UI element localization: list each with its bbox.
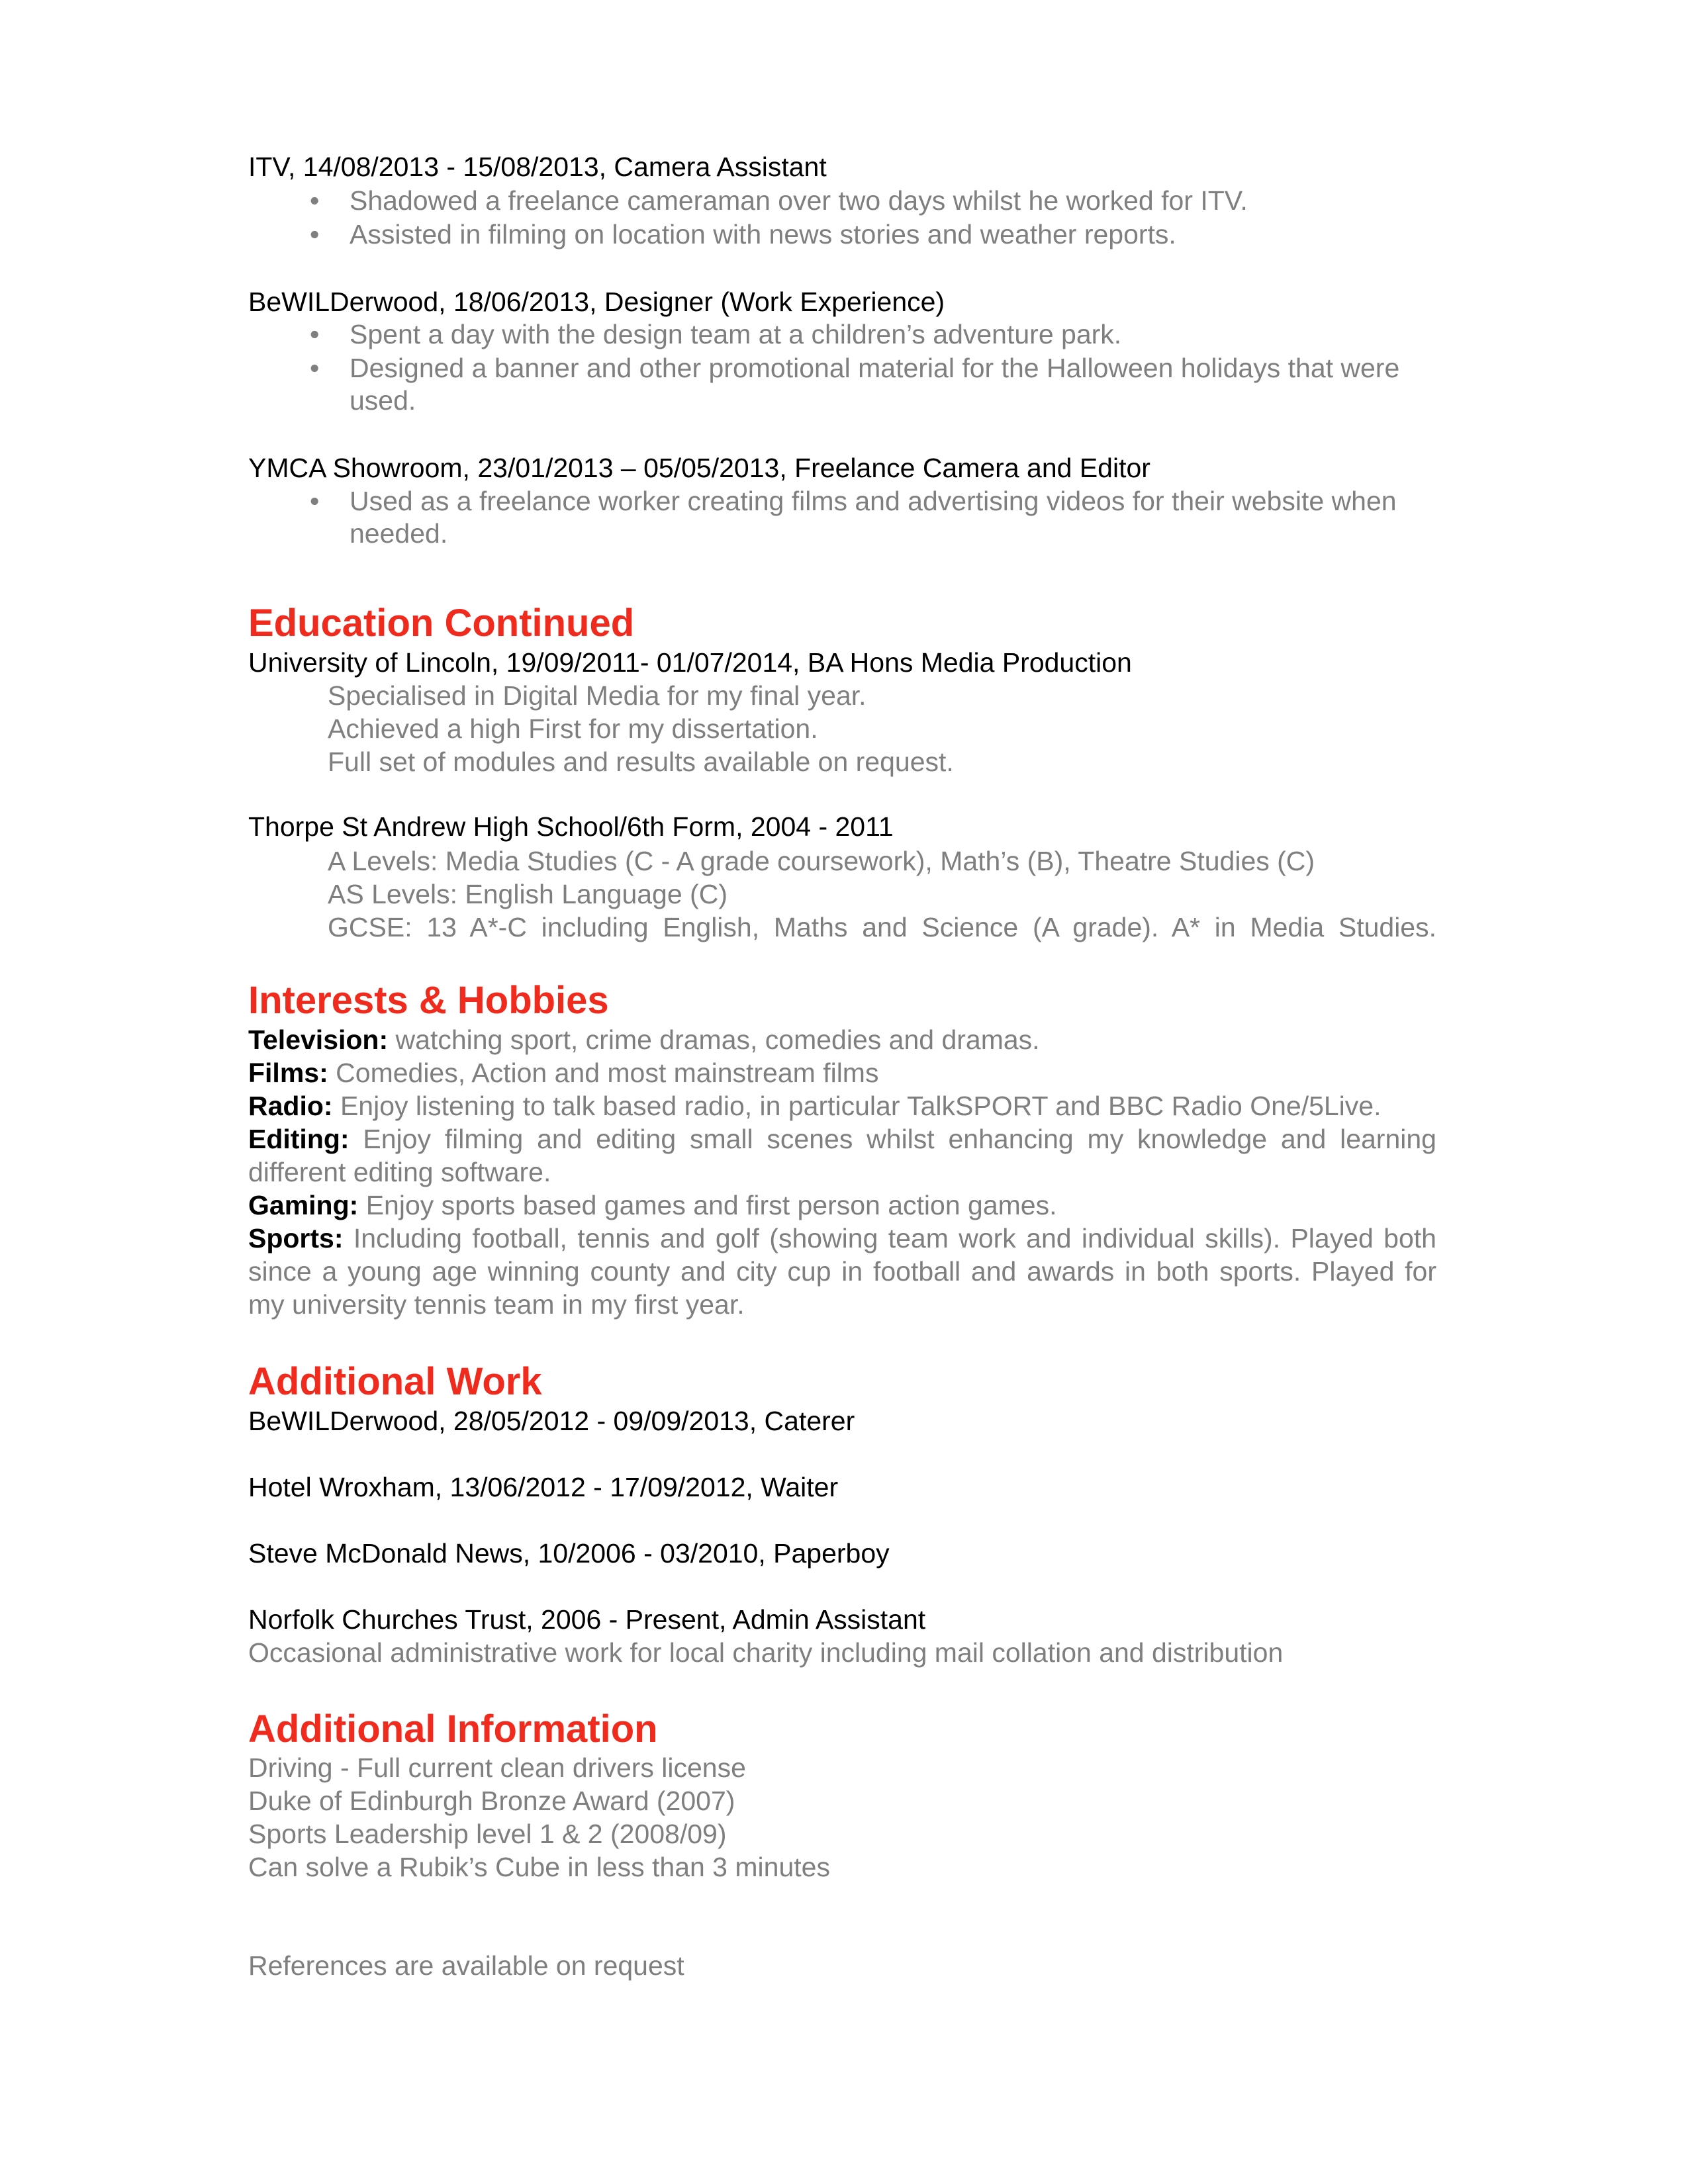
additional-work-entry: Hotel Wroxham, 13/06/2012 - 17/09/2012, Waiter xyxy=(248,1472,839,1502)
interest-item-gaming xyxy=(248,1189,1056,1222)
interest-text: Including football, tennis and golf (showing team work and individual skills). Played both xyxy=(353,1223,1436,1253)
education-detail: GCSE: 13 A*-C including English, Maths and Science (A grade). A* in Media Studies. xyxy=(328,912,1436,942)
job-title: BeWILDerwood, 18/06/2013, Designer (Work Experience) xyxy=(248,287,945,317)
interest-text: Enjoy filming and editing small scenes whilst enhancing my knowledge and learning xyxy=(363,1124,1436,1154)
bullet-icon: • xyxy=(310,185,320,216)
additional-work-entry: BeWILDerwood, 28/05/2012 - 09/09/2013, Caterer xyxy=(248,1406,855,1436)
section-heading-additional-info: Additional Information xyxy=(248,1707,658,1751)
bullet-icon: • xyxy=(310,319,320,349)
references-note: References are available on request xyxy=(248,1950,684,1981)
job-bullet-continued: needed. xyxy=(350,518,448,549)
interest-text: Comedies, Action and most mainstream films xyxy=(336,1058,879,1088)
education-detail: Full set of modules and results available on request. xyxy=(328,747,954,777)
interest-label: Radio: xyxy=(248,1091,333,1121)
interest-label: Sports: xyxy=(248,1223,344,1253)
section-heading-additional-work: Additional Work xyxy=(248,1360,542,1403)
education-detail: Achieved a high First for my dissertation. xyxy=(328,713,818,744)
interest-item-radio xyxy=(248,1089,1382,1122)
education-detail: AS Levels: English Language (C) xyxy=(328,879,727,909)
additional-info-item: Can solve a Rubik’s Cube in less than 3 minutes xyxy=(248,1852,830,1882)
interest-label: Television: xyxy=(248,1024,389,1055)
section-heading-education: Education Continued xyxy=(248,602,635,645)
additional-work-detail: Occasional administrative work for local charity including mail collation and distribution xyxy=(248,1637,1284,1668)
job-title: YMCA Showroom, 23/01/2013 – 05/05/2013, Freelance Camera and Editor xyxy=(248,453,1150,483)
additional-work-entry: Norfolk Churches Trust, 2006 - Present, Admin Assistant xyxy=(248,1604,926,1635)
job-bullet: Used as a freelance worker creating films and advertising videos for their website when xyxy=(350,486,1397,516)
job-bullet: Designed a banner and other promotional material for the Halloween holidays that were xyxy=(350,353,1400,383)
additional-info-item: Driving - Full current clean drivers license xyxy=(248,1752,746,1783)
education-title: Thorpe St Andrew High School/6th Form, 2004 - 2011 xyxy=(248,811,894,842)
job-bullet: Assisted in filming on location with news stories and weather reports. xyxy=(350,219,1176,250)
additional-info-item: Duke of Edinburgh Bronze Award (2007) xyxy=(248,1786,735,1816)
interest-label: Editing: xyxy=(248,1124,350,1154)
interest-label: Gaming: xyxy=(248,1190,359,1220)
education-title: University of Lincoln, 19/09/2011- 01/07/2014, BA Hons Media Production xyxy=(248,647,1132,678)
additional-info-item: Sports Leadership level 1 & 2 (2008/09) xyxy=(248,1819,727,1849)
interest-text: watching sport, crime dramas, comedies and dramas. xyxy=(395,1024,1040,1055)
interest-text-continued: my university tennis team in my first year. xyxy=(248,1289,745,1320)
education-detail: A Levels: Media Studies (C - A grade coursework), Math’s (B), Theatre Studies (C) xyxy=(328,846,1315,876)
job-bullet: Shadowed a freelance cameraman over two days whilst he worked for ITV. xyxy=(350,185,1248,216)
additional-work-entry: Steve McDonald News, 10/2006 - 03/2010, Paperboy xyxy=(248,1538,890,1569)
interest-text: Enjoy listening to talk based radio, in particular TalkSPORT and BBC Radio One/5Live. xyxy=(340,1091,1382,1121)
interest-label: Films: xyxy=(248,1058,328,1088)
interest-text: Enjoy sports based games and first person action games. xyxy=(365,1190,1057,1220)
section-heading-interests: Interests & Hobbies xyxy=(248,979,609,1022)
interest-text-continued: since a young age winning county and city cup in football and awards in both sports. Played for xyxy=(248,1256,1436,1287)
interest-text-continued: different editing software. xyxy=(248,1157,551,1187)
bullet-icon: • xyxy=(310,353,320,383)
job-title: ITV, 14/08/2013 - 15/08/2013, Camera Assistant xyxy=(248,152,827,182)
interest-item-films xyxy=(248,1056,878,1089)
job-bullet: Spent a day with the design team at a children’s adventure park. xyxy=(350,319,1122,349)
interest-item-sports xyxy=(248,1222,1436,1255)
interest-item-editing xyxy=(248,1122,1436,1156)
bullet-icon: • xyxy=(310,219,320,250)
bullet-icon: • xyxy=(310,486,320,516)
job-bullet-continued: used. xyxy=(350,385,416,416)
interest-item-television xyxy=(248,1023,1040,1056)
education-detail: Specialised in Digital Media for my final year. xyxy=(328,680,867,711)
